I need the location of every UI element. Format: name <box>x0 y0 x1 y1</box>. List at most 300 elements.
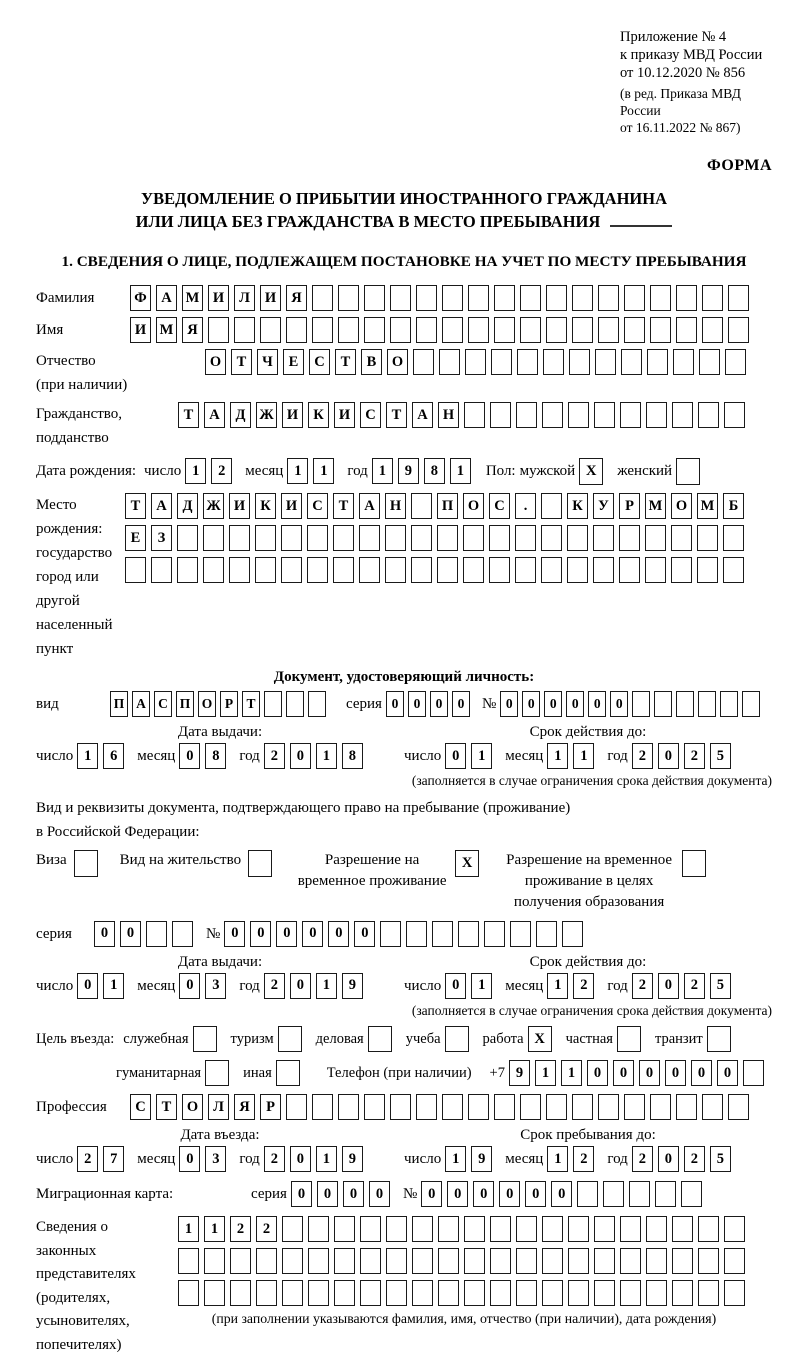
char-cell[interactable] <box>312 285 333 311</box>
char-cell[interactable] <box>698 691 716 717</box>
char-cell[interactable]: Б <box>723 493 744 519</box>
char-cell[interactable] <box>390 285 411 311</box>
char-cell[interactable] <box>619 525 640 551</box>
char-cell[interactable] <box>437 557 458 583</box>
char-cell[interactable] <box>676 317 697 343</box>
char-cell[interactable]: 5 <box>710 973 731 999</box>
char-cell[interactable] <box>681 1181 702 1207</box>
char-cell[interactable] <box>385 557 406 583</box>
char-cell[interactable] <box>413 349 434 375</box>
char-cell[interactable] <box>484 921 505 947</box>
char-cell[interactable] <box>645 525 666 551</box>
char-cell[interactable]: Р <box>220 691 238 717</box>
char-cell[interactable]: 0 <box>354 921 375 947</box>
char-cell[interactable] <box>645 557 666 583</box>
char-cell[interactable] <box>542 1280 563 1306</box>
char-cell[interactable]: К <box>255 493 276 519</box>
char-cell[interactable] <box>543 349 564 375</box>
char-cell[interactable] <box>620 1280 641 1306</box>
char-cell[interactable] <box>386 1248 407 1274</box>
char-cell[interactable] <box>442 285 463 311</box>
char-cell[interactable] <box>334 1280 355 1306</box>
char-cell[interactable]: Ч <box>257 349 278 375</box>
char-cell[interactable] <box>598 285 619 311</box>
char-cell[interactable]: 2 <box>256 1216 277 1242</box>
char-cell[interactable] <box>542 1216 563 1242</box>
char-cell[interactable]: Т <box>335 349 356 375</box>
char-cell[interactable] <box>256 1248 277 1274</box>
char-cell[interactable] <box>437 525 458 551</box>
char-cell[interactable]: 2 <box>573 973 594 999</box>
char-cell[interactable]: 3 <box>205 973 226 999</box>
char-cell[interactable] <box>568 1216 589 1242</box>
char-cell[interactable]: 0 <box>290 1146 311 1172</box>
char-cell[interactable] <box>338 1094 359 1120</box>
char-cell[interactable]: 0 <box>224 921 245 947</box>
char-cell[interactable]: П <box>437 493 458 519</box>
char-cell[interactable] <box>490 1216 511 1242</box>
char-cell[interactable]: 0 <box>276 921 297 947</box>
char-cell[interactable] <box>386 1280 407 1306</box>
char-cell[interactable] <box>255 525 276 551</box>
char-cell[interactable]: 0 <box>717 1060 738 1086</box>
char-cell[interactable]: 2 <box>211 458 232 484</box>
char-cell[interactable]: 1 <box>573 743 594 769</box>
char-cell[interactable]: М <box>697 493 718 519</box>
char-cell[interactable]: Т <box>333 493 354 519</box>
purpose-private-checkbox[interactable] <box>617 1026 641 1052</box>
char-cell[interactable] <box>463 557 484 583</box>
char-cell[interactable]: 0 <box>566 691 584 717</box>
char-cell[interactable] <box>490 1280 511 1306</box>
char-cell[interactable]: А <box>156 285 177 311</box>
char-cell[interactable] <box>308 1216 329 1242</box>
char-cell[interactable] <box>334 1248 355 1274</box>
char-cell[interactable] <box>646 402 667 428</box>
char-cell[interactable] <box>406 921 427 947</box>
char-cell[interactable]: 5 <box>710 743 731 769</box>
char-cell[interactable]: С <box>489 493 510 519</box>
char-cell[interactable] <box>230 1280 251 1306</box>
char-cell[interactable]: К <box>567 493 588 519</box>
char-cell[interactable]: С <box>154 691 172 717</box>
char-cell[interactable]: М <box>156 317 177 343</box>
char-cell[interactable] <box>743 1060 764 1086</box>
char-cell[interactable] <box>620 402 641 428</box>
char-cell[interactable] <box>632 691 650 717</box>
char-cell[interactable] <box>724 1280 745 1306</box>
char-cell[interactable]: 0 <box>328 921 349 947</box>
char-cell[interactable] <box>542 402 563 428</box>
char-cell[interactable]: Т <box>242 691 260 717</box>
char-cell[interactable] <box>308 691 326 717</box>
char-cell[interactable]: И <box>130 317 151 343</box>
char-cell[interactable] <box>360 1248 381 1274</box>
char-cell[interactable]: О <box>205 349 226 375</box>
char-cell[interactable] <box>308 1280 329 1306</box>
char-cell[interactable] <box>720 691 738 717</box>
char-cell[interactable] <box>438 1280 459 1306</box>
char-cell[interactable]: 0 <box>658 743 679 769</box>
char-cell[interactable] <box>491 349 512 375</box>
char-cell[interactable] <box>439 349 460 375</box>
char-cell[interactable] <box>282 1216 303 1242</box>
char-cell[interactable] <box>312 317 333 343</box>
char-cell[interactable]: Я <box>234 1094 255 1120</box>
char-cell[interactable]: 1 <box>547 973 568 999</box>
char-cell[interactable]: Р <box>260 1094 281 1120</box>
char-cell[interactable] <box>624 317 645 343</box>
char-cell[interactable] <box>282 1248 303 1274</box>
char-cell[interactable]: 0 <box>290 973 311 999</box>
char-cell[interactable] <box>594 402 615 428</box>
char-cell[interactable]: А <box>359 493 380 519</box>
char-cell[interactable] <box>672 1248 693 1274</box>
char-cell[interactable] <box>281 525 302 551</box>
char-cell[interactable] <box>412 1280 433 1306</box>
purpose-transit-checkbox[interactable] <box>707 1026 731 1052</box>
char-cell[interactable]: 0 <box>447 1181 468 1207</box>
char-cell[interactable] <box>494 317 515 343</box>
char-cell[interactable]: О <box>182 1094 203 1120</box>
char-cell[interactable] <box>572 285 593 311</box>
char-cell[interactable] <box>264 691 282 717</box>
char-cell[interactable] <box>672 402 693 428</box>
char-cell[interactable] <box>577 1181 598 1207</box>
char-cell[interactable]: Ф <box>130 285 151 311</box>
char-cell[interactable]: О <box>387 349 408 375</box>
char-cell[interactable] <box>620 1216 641 1242</box>
char-cell[interactable]: 1 <box>547 1146 568 1172</box>
char-cell[interactable]: 8 <box>205 743 226 769</box>
char-cell[interactable] <box>464 1248 485 1274</box>
char-cell[interactable] <box>568 1280 589 1306</box>
char-cell[interactable]: И <box>208 285 229 311</box>
char-cell[interactable] <box>699 349 720 375</box>
char-cell[interactable]: Е <box>125 525 146 551</box>
char-cell[interactable] <box>646 1248 667 1274</box>
char-cell[interactable]: 0 <box>120 921 141 947</box>
char-cell[interactable]: 1 <box>372 458 393 484</box>
char-cell[interactable]: С <box>307 493 328 519</box>
char-cell[interactable]: П <box>176 691 194 717</box>
char-cell[interactable] <box>442 1094 463 1120</box>
char-cell[interactable]: Д <box>177 493 198 519</box>
char-cell[interactable] <box>671 525 692 551</box>
char-cell[interactable]: А <box>132 691 150 717</box>
char-cell[interactable] <box>359 557 380 583</box>
char-cell[interactable]: 0 <box>290 743 311 769</box>
char-cell[interactable] <box>412 1248 433 1274</box>
temp-residence-education-checkbox[interactable] <box>682 850 706 877</box>
purpose-study-checkbox[interactable] <box>445 1026 469 1052</box>
char-cell[interactable] <box>464 402 485 428</box>
char-cell[interactable]: С <box>130 1094 151 1120</box>
char-cell[interactable]: 2 <box>632 743 653 769</box>
char-cell[interactable]: 0 <box>551 1181 572 1207</box>
char-cell[interactable] <box>177 525 198 551</box>
char-cell[interactable]: 0 <box>386 691 404 717</box>
char-cell[interactable]: 0 <box>499 1181 520 1207</box>
char-cell[interactable]: 3 <box>205 1146 226 1172</box>
char-cell[interactable] <box>516 402 537 428</box>
char-cell[interactable]: 0 <box>587 1060 608 1086</box>
char-cell[interactable] <box>520 317 541 343</box>
char-cell[interactable] <box>568 402 589 428</box>
char-cell[interactable] <box>541 525 562 551</box>
char-cell[interactable] <box>494 285 515 311</box>
char-cell[interactable] <box>515 525 536 551</box>
char-cell[interactable]: 1 <box>445 1146 466 1172</box>
char-cell[interactable]: 0 <box>250 921 271 947</box>
char-cell[interactable] <box>333 557 354 583</box>
char-cell[interactable] <box>724 1248 745 1274</box>
char-cell[interactable] <box>489 525 510 551</box>
char-cell[interactable] <box>385 525 406 551</box>
purpose-official-checkbox[interactable] <box>193 1026 217 1052</box>
char-cell[interactable]: Д <box>230 402 251 428</box>
char-cell[interactable] <box>569 349 590 375</box>
char-cell[interactable]: 1 <box>313 458 334 484</box>
char-cell[interactable] <box>390 1094 411 1120</box>
char-cell[interactable] <box>546 317 567 343</box>
char-cell[interactable] <box>334 1216 355 1242</box>
char-cell[interactable] <box>742 691 760 717</box>
char-cell[interactable] <box>728 285 749 311</box>
char-cell[interactable]: 0 <box>658 1146 679 1172</box>
char-cell[interactable]: А <box>412 402 433 428</box>
char-cell[interactable] <box>308 1248 329 1274</box>
char-cell[interactable] <box>229 525 250 551</box>
char-cell[interactable]: . <box>515 493 536 519</box>
char-cell[interactable]: Ж <box>203 493 224 519</box>
char-cell[interactable]: 7 <box>103 1146 124 1172</box>
char-cell[interactable] <box>671 557 692 583</box>
char-cell[interactable] <box>629 1181 650 1207</box>
char-cell[interactable] <box>655 1181 676 1207</box>
char-cell[interactable] <box>624 1094 645 1120</box>
char-cell[interactable]: 0 <box>658 973 679 999</box>
char-cell[interactable]: 1 <box>185 458 206 484</box>
char-cell[interactable] <box>572 1094 593 1120</box>
char-cell[interactable] <box>542 1248 563 1274</box>
char-cell[interactable]: 1 <box>471 743 492 769</box>
char-cell[interactable] <box>490 402 511 428</box>
char-cell[interactable]: 1 <box>450 458 471 484</box>
char-cell[interactable] <box>359 525 380 551</box>
char-cell[interactable] <box>234 317 255 343</box>
char-cell[interactable]: 9 <box>509 1060 530 1086</box>
char-cell[interactable]: А <box>151 493 172 519</box>
char-cell[interactable]: И <box>229 493 250 519</box>
char-cell[interactable] <box>364 285 385 311</box>
char-cell[interactable]: 1 <box>316 743 337 769</box>
char-cell[interactable]: 1 <box>316 973 337 999</box>
female-checkbox[interactable] <box>676 458 700 485</box>
char-cell[interactable] <box>458 921 479 947</box>
char-cell[interactable] <box>516 1248 537 1274</box>
char-cell[interactable]: Т <box>156 1094 177 1120</box>
char-cell[interactable] <box>468 285 489 311</box>
residence-permit-checkbox[interactable] <box>248 850 272 877</box>
char-cell[interactable] <box>515 557 536 583</box>
char-cell[interactable] <box>203 525 224 551</box>
char-cell[interactable] <box>178 1280 199 1306</box>
char-cell[interactable] <box>281 557 302 583</box>
char-cell[interactable] <box>172 921 193 947</box>
char-cell[interactable] <box>650 1094 671 1120</box>
char-cell[interactable] <box>724 402 745 428</box>
char-cell[interactable] <box>490 1248 511 1274</box>
char-cell[interactable] <box>646 1280 667 1306</box>
char-cell[interactable] <box>723 525 744 551</box>
char-cell[interactable] <box>728 317 749 343</box>
char-cell[interactable] <box>598 317 619 343</box>
char-cell[interactable] <box>442 317 463 343</box>
char-cell[interactable]: Н <box>438 402 459 428</box>
char-cell[interactable] <box>567 525 588 551</box>
char-cell[interactable] <box>260 317 281 343</box>
visa-checkbox[interactable] <box>74 850 98 877</box>
char-cell[interactable]: 2 <box>684 743 705 769</box>
char-cell[interactable] <box>256 1280 277 1306</box>
char-cell[interactable]: Т <box>125 493 146 519</box>
char-cell[interactable] <box>286 1094 307 1120</box>
char-cell[interactable]: 0 <box>500 691 518 717</box>
char-cell[interactable]: Т <box>178 402 199 428</box>
char-cell[interactable]: Н <box>385 493 406 519</box>
char-cell[interactable] <box>725 349 746 375</box>
char-cell[interactable]: 0 <box>452 691 470 717</box>
char-cell[interactable] <box>595 349 616 375</box>
char-cell[interactable]: И <box>334 402 355 428</box>
char-cell[interactable]: 0 <box>291 1181 312 1207</box>
char-cell[interactable] <box>621 349 642 375</box>
char-cell[interactable]: Т <box>231 349 252 375</box>
char-cell[interactable]: 1 <box>287 458 308 484</box>
char-cell[interactable]: 8 <box>342 743 363 769</box>
char-cell[interactable] <box>411 525 432 551</box>
char-cell[interactable]: О <box>463 493 484 519</box>
char-cell[interactable]: Л <box>208 1094 229 1120</box>
char-cell[interactable]: З <box>151 525 172 551</box>
char-cell[interactable] <box>307 525 328 551</box>
char-cell[interactable] <box>593 525 614 551</box>
char-cell[interactable] <box>432 921 453 947</box>
char-cell[interactable]: И <box>260 285 281 311</box>
char-cell[interactable] <box>536 921 557 947</box>
char-cell[interactable] <box>673 349 694 375</box>
char-cell[interactable]: И <box>281 493 302 519</box>
char-cell[interactable] <box>603 1181 624 1207</box>
char-cell[interactable]: Л <box>234 285 255 311</box>
char-cell[interactable] <box>438 1216 459 1242</box>
purpose-tourism-checkbox[interactable] <box>278 1026 302 1052</box>
char-cell[interactable]: С <box>360 402 381 428</box>
char-cell[interactable]: М <box>645 493 666 519</box>
char-cell[interactable] <box>494 1094 515 1120</box>
char-cell[interactable] <box>697 525 718 551</box>
char-cell[interactable] <box>672 1280 693 1306</box>
char-cell[interactable] <box>416 1094 437 1120</box>
char-cell[interactable]: 1 <box>561 1060 582 1086</box>
char-cell[interactable]: 2 <box>573 1146 594 1172</box>
char-cell[interactable]: Ж <box>256 402 277 428</box>
char-cell[interactable] <box>333 525 354 551</box>
char-cell[interactable]: 2 <box>77 1146 98 1172</box>
char-cell[interactable] <box>724 1216 745 1242</box>
char-cell[interactable]: 0 <box>179 1146 200 1172</box>
char-cell[interactable] <box>676 691 694 717</box>
char-cell[interactable] <box>416 285 437 311</box>
char-cell[interactable] <box>463 525 484 551</box>
char-cell[interactable] <box>208 317 229 343</box>
char-cell[interactable] <box>676 285 697 311</box>
char-cell[interactable] <box>146 921 167 947</box>
char-cell[interactable]: 2 <box>230 1216 251 1242</box>
char-cell[interactable] <box>520 1094 541 1120</box>
char-cell[interactable] <box>572 317 593 343</box>
char-cell[interactable]: 1 <box>77 743 98 769</box>
char-cell[interactable]: Я <box>286 285 307 311</box>
char-cell[interactable] <box>650 285 671 311</box>
char-cell[interactable] <box>594 1216 615 1242</box>
char-cell[interactable] <box>698 1248 719 1274</box>
char-cell[interactable]: 1 <box>204 1216 225 1242</box>
char-cell[interactable] <box>728 1094 749 1120</box>
char-cell[interactable]: 0 <box>430 691 448 717</box>
char-cell[interactable]: 2 <box>632 1146 653 1172</box>
char-cell[interactable] <box>203 557 224 583</box>
char-cell[interactable] <box>546 285 567 311</box>
char-cell[interactable]: 5 <box>710 1146 731 1172</box>
char-cell[interactable] <box>151 557 172 583</box>
char-cell[interactable] <box>255 557 276 583</box>
char-cell[interactable]: 0 <box>302 921 323 947</box>
char-cell[interactable] <box>594 1248 615 1274</box>
char-cell[interactable] <box>338 317 359 343</box>
char-cell[interactable] <box>465 349 486 375</box>
char-cell[interactable] <box>464 1280 485 1306</box>
char-cell[interactable]: 0 <box>525 1181 546 1207</box>
char-cell[interactable]: 6 <box>103 743 124 769</box>
char-cell[interactable] <box>598 1094 619 1120</box>
char-cell[interactable]: 0 <box>691 1060 712 1086</box>
char-cell[interactable] <box>307 557 328 583</box>
char-cell[interactable] <box>412 1216 433 1242</box>
char-cell[interactable]: 0 <box>94 921 115 947</box>
char-cell[interactable]: 9 <box>471 1146 492 1172</box>
char-cell[interactable] <box>360 1280 381 1306</box>
char-cell[interactable]: 9 <box>398 458 419 484</box>
char-cell[interactable] <box>386 1216 407 1242</box>
char-cell[interactable] <box>672 1216 693 1242</box>
char-cell[interactable] <box>364 1094 385 1120</box>
char-cell[interactable] <box>204 1248 225 1274</box>
char-cell[interactable] <box>438 1248 459 1274</box>
char-cell[interactable] <box>338 285 359 311</box>
char-cell[interactable] <box>411 493 432 519</box>
char-cell[interactable]: П <box>110 691 128 717</box>
char-cell[interactable]: 0 <box>179 743 200 769</box>
char-cell[interactable]: 0 <box>369 1181 390 1207</box>
char-cell[interactable]: 2 <box>264 1146 285 1172</box>
char-cell[interactable]: О <box>671 493 692 519</box>
char-cell[interactable] <box>568 1248 589 1274</box>
char-cell[interactable] <box>567 557 588 583</box>
char-cell[interactable]: 0 <box>613 1060 634 1086</box>
char-cell[interactable] <box>286 317 307 343</box>
